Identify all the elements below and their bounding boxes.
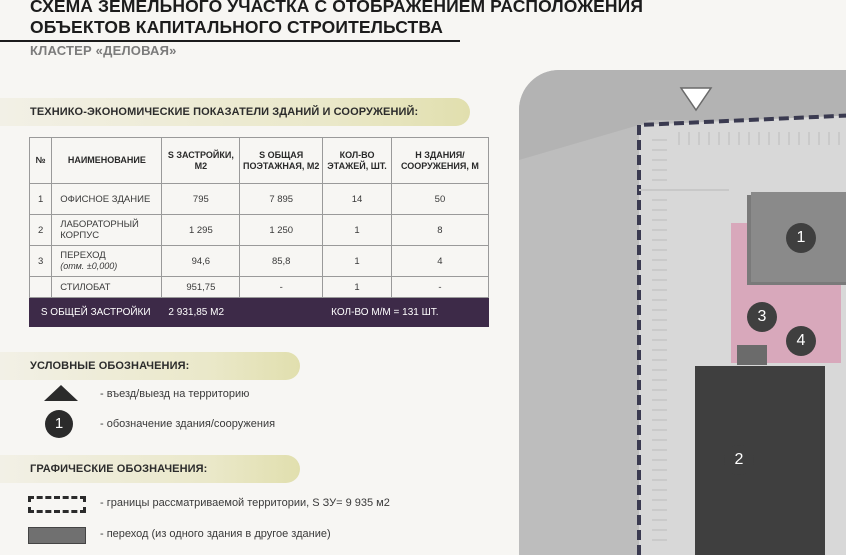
dashed-border-icon <box>28 496 86 513</box>
table-row <box>30 246 489 277</box>
title-rule <box>0 40 460 42</box>
cell-s-build: 94,6 <box>162 246 240 277</box>
cell-note: (отм. ±0,000) <box>60 261 118 271</box>
table-total-row <box>30 298 489 327</box>
table-row <box>30 184 489 215</box>
cell-floors: 1 <box>323 246 392 277</box>
page-title <box>30 0 643 38</box>
cell-num: 1 <box>30 184 52 215</box>
cell-s-total: 1 250 <box>240 215 323 246</box>
cell-name: СТИЛОБАТ <box>52 277 162 298</box>
total-value: 2 931,85 М2 <box>162 298 323 327</box>
number-circle-icon: 1 <box>45 410 73 438</box>
total-label: S ОБЩЕЙ ЗАСТРОЙКИ <box>30 298 162 327</box>
cell-floors: 14 <box>323 184 392 215</box>
cell-name: ЛАБОРАТОРНЫЙ КОРПУС <box>52 215 162 246</box>
col-header-height: H ЗДАНИЯ/ СООРУЖЕНИЯ, М <box>391 138 488 184</box>
site-plan-drawing <box>519 70 846 555</box>
page-subtitle: КЛАСТЕР «ДЕЛОВАЯ» <box>30 43 177 58</box>
graphic-entry-text: - границы рассматриваемой территории, S ЗУ= 9 935 м2 <box>100 497 390 509</box>
cell-num <box>30 277 52 298</box>
cell-height: 8 <box>391 215 488 246</box>
tep-section-heading: ТЕХНИКО-ЭКОНОМИЧЕСКИЕ ПОКАЗАТЕЛИ ЗДАНИЙ И СООРУЖЕНИЙ: <box>30 106 419 118</box>
col-header-s-build: S ЗАСТРОЙКИ, М2 <box>162 138 240 184</box>
graphic-section-heading: ГРАФИЧЕСКИЕ ОБОЗНАЧЕНИЯ: <box>30 463 208 475</box>
legend-section-heading: УСЛОВНЫЕ ОБОЗНАЧЕНИЯ: <box>30 360 190 372</box>
title-line-2: ОБЪЕКТОВ КАПИТАЛЬНОГО СТРОИТЕЛЬСТВА <box>30 17 443 37</box>
table-row <box>30 277 489 298</box>
triangle-icon <box>42 383 80 403</box>
cell-height: - <box>391 277 488 298</box>
table-row <box>30 215 489 246</box>
table-header-row <box>30 138 489 184</box>
building-marker-2: 2 <box>724 445 754 475</box>
building-marker-4: 4 <box>786 326 816 356</box>
building-marker-1: 1 <box>786 223 816 253</box>
cell-name-group <box>52 246 162 277</box>
cell-s-build: 951,75 <box>162 277 240 298</box>
cell-s-build: 1 295 <box>162 215 240 246</box>
cell-s-total: 7 895 <box>240 184 323 215</box>
cell-s-build: 795 <box>162 184 240 215</box>
title-line-1: СХЕМА ЗЕМЕЛЬНОГО УЧАСТКА С ОТОБРАЖЕНИЕМ РАСПОЛОЖЕНИЯ <box>30 0 644 16</box>
site-plan-map <box>519 70 846 555</box>
building-marker-3: 3 <box>747 302 777 332</box>
cell-floors: 1 <box>323 277 392 298</box>
cell-s-total: - <box>240 277 323 298</box>
cell-name: ОФИСНОЕ ЗДАНИЕ <box>52 184 162 215</box>
col-header-name: НАИМЕНОВАНИЕ <box>52 138 162 184</box>
tep-table <box>29 137 489 327</box>
col-header-num: № <box>30 138 52 184</box>
cell-num: 2 <box>30 215 52 246</box>
col-header-s-total: S ОБЩАЯ ПОЭТАЖНАЯ, М2 <box>240 138 323 184</box>
col-header-floors: КОЛ-ВО ЭТАЖЕЙ, ШТ. <box>323 138 392 184</box>
graphic-entry-text: - переход (из одного здания в другое здание) <box>100 528 331 540</box>
cell-name: ПЕРЕХОД <box>60 250 106 261</box>
cell-height: 50 <box>391 184 488 215</box>
cell-floors: 1 <box>323 215 392 246</box>
legend-entry-text: - обозначение здания/сооружения <box>100 418 276 430</box>
legend-entry-text: - въезд/выезд на территорию <box>100 388 250 400</box>
cell-num: 3 <box>30 246 52 277</box>
parking-count: КОЛ-ВО М/М = 131 ШТ. <box>323 298 489 327</box>
cell-s-total: 85,8 <box>240 246 323 277</box>
grey-rectangle-icon <box>28 527 86 544</box>
cell-height: 4 <box>391 246 488 277</box>
